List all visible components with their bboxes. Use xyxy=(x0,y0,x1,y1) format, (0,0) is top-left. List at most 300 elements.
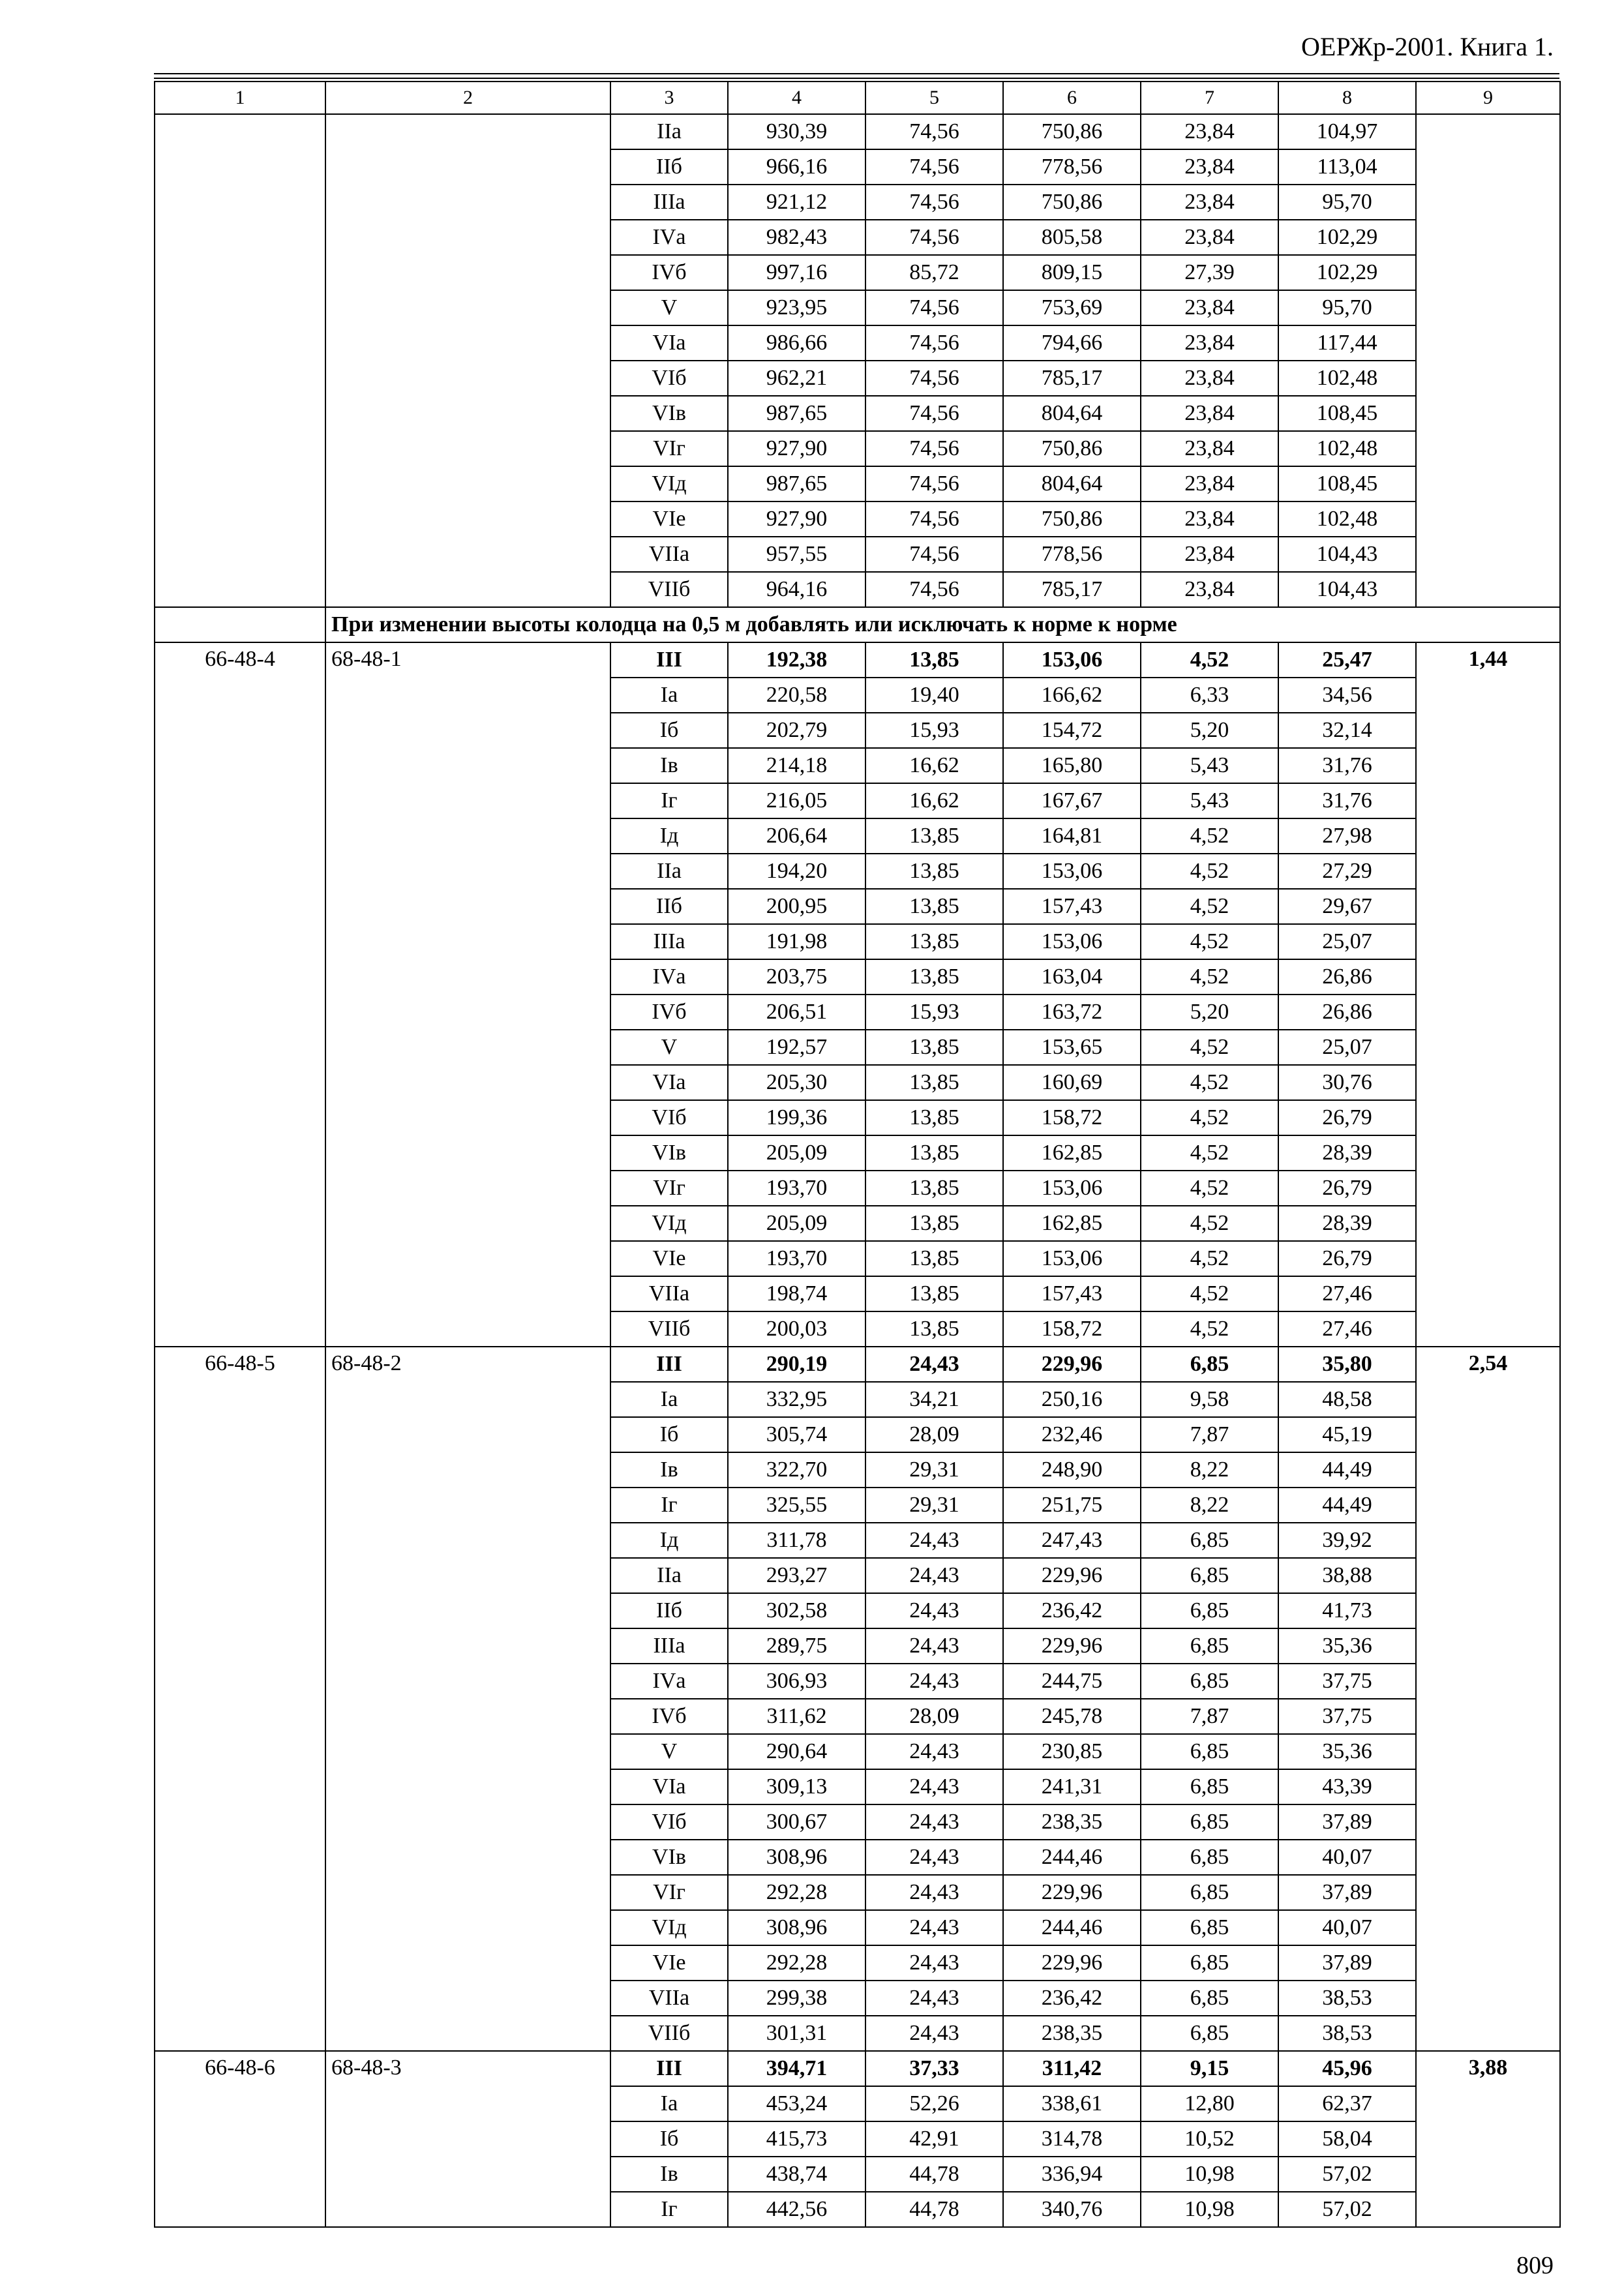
table-row xyxy=(155,1347,1560,1382)
value-cell: 166,62 xyxy=(1003,678,1141,713)
value-cell: 26,79 xyxy=(1278,1241,1416,1276)
category-cell: IIIа xyxy=(610,1628,728,1664)
category-cell: IVа xyxy=(610,959,728,995)
value-cell: 57,02 xyxy=(1278,2157,1416,2192)
norm-code-cell: 66-48-5 xyxy=(155,1347,325,2051)
value-cell: 229,96 xyxy=(1003,1875,1141,1910)
value-cell: 29,31 xyxy=(865,1488,1003,1523)
value-cell: 26,79 xyxy=(1278,1100,1416,1135)
category-cell: IIIа xyxy=(610,924,728,959)
value-cell: 24,43 xyxy=(865,1875,1003,1910)
value-cell: 4,52 xyxy=(1141,1100,1278,1135)
value-cell: 6,85 xyxy=(1141,1347,1278,1382)
value-cell: 25,47 xyxy=(1278,642,1416,678)
column-number-cell: 6 xyxy=(1003,82,1141,114)
document-title: ОЕРЖр-2001. Книга 1. xyxy=(1301,32,1554,61)
page-number: 809 xyxy=(1516,2252,1554,2279)
value-cell: 26,86 xyxy=(1278,995,1416,1030)
category-cell: VIа xyxy=(610,1065,728,1100)
category-cell: VIб xyxy=(610,361,728,396)
value-cell: 6,85 xyxy=(1141,1910,1278,1945)
value-cell: 23,84 xyxy=(1141,396,1278,431)
value-cell: 24,43 xyxy=(865,1945,1003,1981)
value-cell: 38,53 xyxy=(1278,2016,1416,2051)
value-cell: 95,70 xyxy=(1278,290,1416,325)
value-cell: 966,16 xyxy=(728,149,865,185)
value-cell: 248,90 xyxy=(1003,1452,1141,1488)
value-cell: 5,43 xyxy=(1141,748,1278,783)
value-cell: 153,06 xyxy=(1003,1171,1141,1206)
value-cell: 4,52 xyxy=(1141,959,1278,995)
value-cell: 31,76 xyxy=(1278,783,1416,818)
category-cell: V xyxy=(610,290,728,325)
value-cell: 31,76 xyxy=(1278,748,1416,783)
column-number-cell: 2 xyxy=(325,82,610,114)
value-cell: 927,90 xyxy=(728,431,865,466)
value-cell: 785,17 xyxy=(1003,361,1141,396)
value-cell: 4,52 xyxy=(1141,1311,1278,1347)
value-cell: 193,70 xyxy=(728,1171,865,1206)
value-cell: 202,79 xyxy=(728,713,865,748)
value-cell: 153,65 xyxy=(1003,1030,1141,1065)
category-cell: VIв xyxy=(610,1135,728,1171)
value-cell: 300,67 xyxy=(728,1804,865,1840)
table-row xyxy=(155,2051,1560,2086)
value-cell: 113,04 xyxy=(1278,149,1416,185)
value-cell: 102,29 xyxy=(1278,220,1416,255)
value-cell: 336,94 xyxy=(1003,2157,1141,2192)
value-cell: 13,85 xyxy=(865,818,1003,854)
code-cell xyxy=(155,114,325,607)
value-cell: 750,86 xyxy=(1003,431,1141,466)
value-cell: 322,70 xyxy=(728,1452,865,1488)
category-cell: VIд xyxy=(610,1206,728,1241)
column-number-cell: 3 xyxy=(610,82,728,114)
value-cell: 23,84 xyxy=(1141,325,1278,361)
norm-ref-cell: 68-48-1 xyxy=(325,642,610,1347)
value-cell: 453,24 xyxy=(728,2086,865,2121)
value-cell: 74,56 xyxy=(865,396,1003,431)
value-cell: 305,74 xyxy=(728,1417,865,1452)
value-cell: 340,76 xyxy=(1003,2192,1141,2227)
value-cell: 192,57 xyxy=(728,1030,865,1065)
norm-ref-cell: 68-48-3 xyxy=(325,2051,610,2227)
value-cell: 102,48 xyxy=(1278,501,1416,537)
category-cell: VIе xyxy=(610,501,728,537)
value-cell: 24,43 xyxy=(865,2016,1003,2051)
value-cell: 4,52 xyxy=(1141,642,1278,678)
value-cell: 74,56 xyxy=(865,537,1003,572)
category-cell: Iб xyxy=(610,2121,728,2157)
value-cell: 24,43 xyxy=(865,1804,1003,1840)
category-cell: IIа xyxy=(610,1558,728,1593)
value-cell: 85,72 xyxy=(865,255,1003,290)
value-cell: 6,85 xyxy=(1141,1875,1278,1910)
value-cell: 6,85 xyxy=(1141,2016,1278,2051)
value-cell: 292,28 xyxy=(728,1875,865,1910)
value-cell: 4,52 xyxy=(1141,1030,1278,1065)
value-cell: 442,56 xyxy=(728,2192,865,2227)
value-cell: 236,42 xyxy=(1003,1593,1141,1628)
value-cell: 25,07 xyxy=(1278,1030,1416,1065)
value-cell: 4,52 xyxy=(1141,854,1278,889)
value-cell: 23,84 xyxy=(1141,149,1278,185)
add-value-cell: 3,88 xyxy=(1416,2051,1560,2227)
category-cell: Iг xyxy=(610,1488,728,1523)
value-cell: 102,48 xyxy=(1278,361,1416,396)
value-cell: 438,74 xyxy=(728,2157,865,2192)
value-cell: 10,98 xyxy=(1141,2192,1278,2227)
value-cell: 45,96 xyxy=(1278,2051,1416,2086)
value-cell: 37,89 xyxy=(1278,1945,1416,1981)
value-cell: 199,36 xyxy=(728,1100,865,1135)
value-cell: 5,20 xyxy=(1141,713,1278,748)
value-cell: 13,85 xyxy=(865,924,1003,959)
value-cell: 153,06 xyxy=(1003,1241,1141,1276)
value-cell: 5,43 xyxy=(1141,783,1278,818)
value-cell: 37,89 xyxy=(1278,1804,1416,1840)
value-cell: 6,85 xyxy=(1141,1945,1278,1981)
category-cell: Iб xyxy=(610,1417,728,1452)
value-cell: 74,56 xyxy=(865,149,1003,185)
value-cell: 158,72 xyxy=(1003,1100,1141,1135)
value-cell: 13,85 xyxy=(865,1100,1003,1135)
value-cell: 27,98 xyxy=(1278,818,1416,854)
category-cell: Iг xyxy=(610,2192,728,2227)
category-cell: VIе xyxy=(610,1945,728,1981)
value-cell: 44,49 xyxy=(1278,1488,1416,1523)
value-cell: 74,56 xyxy=(865,431,1003,466)
value-cell: 74,56 xyxy=(865,361,1003,396)
value-cell: 206,64 xyxy=(728,818,865,854)
table-row xyxy=(155,642,1560,678)
value-cell: 205,09 xyxy=(728,1206,865,1241)
value-cell: 200,03 xyxy=(728,1311,865,1347)
value-cell: 229,96 xyxy=(1003,1628,1141,1664)
value-cell: 6,85 xyxy=(1141,1628,1278,1664)
value-cell: 13,85 xyxy=(865,1241,1003,1276)
norm-ref-cell: 68-48-2 xyxy=(325,1347,610,2051)
norm-code-cell: 66-48-4 xyxy=(155,642,325,1347)
value-cell: 293,27 xyxy=(728,1558,865,1593)
value-cell: 338,61 xyxy=(1003,2086,1141,2121)
category-cell: V xyxy=(610,1030,728,1065)
value-cell: 37,89 xyxy=(1278,1875,1416,1910)
value-cell: 74,56 xyxy=(865,572,1003,607)
header-rule xyxy=(154,78,1559,79)
value-cell: 44,78 xyxy=(865,2157,1003,2192)
value-cell: 27,46 xyxy=(1278,1311,1416,1347)
value-cell: 6,85 xyxy=(1141,1664,1278,1699)
value-cell: 804,64 xyxy=(1003,396,1141,431)
add-value-cell: 2,54 xyxy=(1416,1347,1560,2051)
value-cell: 987,65 xyxy=(728,396,865,431)
value-cell: 35,80 xyxy=(1278,1347,1416,1382)
value-cell: 24,43 xyxy=(865,1347,1003,1382)
value-cell: 244,75 xyxy=(1003,1664,1141,1699)
category-cell: IIа xyxy=(610,114,728,149)
category-cell: VIIб xyxy=(610,572,728,607)
category-cell: Iд xyxy=(610,818,728,854)
value-cell: 102,29 xyxy=(1278,255,1416,290)
category-cell: VIIб xyxy=(610,2016,728,2051)
value-cell: 250,16 xyxy=(1003,1382,1141,1417)
value-cell: 26,79 xyxy=(1278,1171,1416,1206)
value-cell: 4,52 xyxy=(1141,924,1278,959)
value-cell: 29,67 xyxy=(1278,889,1416,924)
value-cell: 164,81 xyxy=(1003,818,1141,854)
value-cell: 314,78 xyxy=(1003,2121,1141,2157)
value-cell: 44,78 xyxy=(865,2192,1003,2227)
value-cell: 16,62 xyxy=(865,783,1003,818)
value-cell: 301,31 xyxy=(728,2016,865,2051)
value-cell: 247,43 xyxy=(1003,1523,1141,1558)
value-cell: 167,67 xyxy=(1003,783,1141,818)
value-cell: 241,31 xyxy=(1003,1769,1141,1804)
value-cell: 104,43 xyxy=(1278,537,1416,572)
value-cell: 325,55 xyxy=(728,1488,865,1523)
value-cell: 13,85 xyxy=(865,889,1003,924)
value-cell: 4,52 xyxy=(1141,1171,1278,1206)
value-cell: 23,84 xyxy=(1141,185,1278,220)
value-cell: 205,09 xyxy=(728,1135,865,1171)
value-cell: 805,58 xyxy=(1003,220,1141,255)
value-cell: 13,85 xyxy=(865,1030,1003,1065)
value-cell: 23,84 xyxy=(1141,466,1278,501)
category-cell: Iг xyxy=(610,783,728,818)
column-number-row xyxy=(155,82,1560,114)
value-cell: 28,39 xyxy=(1278,1206,1416,1241)
value-cell: 23,84 xyxy=(1141,361,1278,396)
value-cell: 24,43 xyxy=(865,1734,1003,1769)
value-cell: 194,20 xyxy=(728,854,865,889)
value-cell: 987,65 xyxy=(728,466,865,501)
value-cell: 74,56 xyxy=(865,501,1003,537)
note-spacer xyxy=(155,607,325,642)
value-cell: 206,51 xyxy=(728,995,865,1030)
value-cell: 311,42 xyxy=(1003,2051,1141,2086)
value-cell: 308,96 xyxy=(728,1840,865,1875)
value-cell: 162,85 xyxy=(1003,1135,1141,1171)
value-cell: 232,46 xyxy=(1003,1417,1141,1452)
category-cell: IIIа xyxy=(610,185,728,220)
value-cell: 37,75 xyxy=(1278,1664,1416,1699)
value-cell: 238,35 xyxy=(1003,1804,1141,1840)
value-cell: 230,85 xyxy=(1003,1734,1141,1769)
value-cell: 24,43 xyxy=(865,1769,1003,1804)
add-value-cell: 1,44 xyxy=(1416,642,1560,1347)
value-cell: 28,09 xyxy=(865,1417,1003,1452)
value-cell: 23,84 xyxy=(1141,114,1278,149)
value-cell: 34,56 xyxy=(1278,678,1416,713)
value-cell: 102,48 xyxy=(1278,431,1416,466)
category-cell: VIг xyxy=(610,1875,728,1910)
value-cell: 34,21 xyxy=(865,1382,1003,1417)
value-cell: 245,78 xyxy=(1003,1699,1141,1734)
value-cell: 229,96 xyxy=(1003,1945,1141,1981)
category-cell: III xyxy=(610,1347,728,1382)
value-cell: 4,52 xyxy=(1141,1135,1278,1171)
value-cell: 997,16 xyxy=(728,255,865,290)
value-cell: 13,85 xyxy=(865,1135,1003,1171)
value-cell: 108,45 xyxy=(1278,466,1416,501)
category-cell: VIг xyxy=(610,1171,728,1206)
value-cell: 40,07 xyxy=(1278,1840,1416,1875)
value-cell: 25,07 xyxy=(1278,924,1416,959)
value-cell: 44,49 xyxy=(1278,1452,1416,1488)
value-cell: 45,19 xyxy=(1278,1417,1416,1452)
value-cell: 13,85 xyxy=(865,1065,1003,1100)
value-cell: 238,35 xyxy=(1003,2016,1141,2051)
value-cell: 8,22 xyxy=(1141,1452,1278,1488)
value-cell: 290,19 xyxy=(728,1347,865,1382)
value-cell: 244,46 xyxy=(1003,1840,1141,1875)
value-cell: 74,56 xyxy=(865,325,1003,361)
value-cell: 244,46 xyxy=(1003,1910,1141,1945)
category-cell: Iд xyxy=(610,1523,728,1558)
value-cell: 6,85 xyxy=(1141,1981,1278,2016)
value-cell: 9,58 xyxy=(1141,1382,1278,1417)
category-cell: IIб xyxy=(610,1593,728,1628)
value-cell: 29,31 xyxy=(865,1452,1003,1488)
value-cell: 13,85 xyxy=(865,1171,1003,1206)
value-cell: 13,85 xyxy=(865,1276,1003,1311)
value-cell: 30,76 xyxy=(1278,1065,1416,1100)
value-cell: 74,56 xyxy=(865,114,1003,149)
header-rule xyxy=(154,73,1559,74)
value-cell: 6,85 xyxy=(1141,1558,1278,1593)
value-cell: 753,69 xyxy=(1003,290,1141,325)
value-cell: 308,96 xyxy=(728,1910,865,1945)
value-cell: 35,36 xyxy=(1278,1734,1416,1769)
value-cell: 930,39 xyxy=(728,114,865,149)
value-cell: 38,53 xyxy=(1278,1981,1416,2016)
value-cell: 74,56 xyxy=(865,185,1003,220)
value-cell: 158,72 xyxy=(1003,1311,1141,1347)
note-cell: При изменении высоты колодца на 0,5 м добавлять или исключать к норме к норме xyxy=(325,607,1560,642)
value-cell: 750,86 xyxy=(1003,501,1141,537)
column-number-cell: 8 xyxy=(1278,82,1416,114)
value-cell: 6,85 xyxy=(1141,1734,1278,1769)
value-cell: 778,56 xyxy=(1003,537,1141,572)
value-cell: 750,86 xyxy=(1003,114,1141,149)
value-cell: 12,80 xyxy=(1141,2086,1278,2121)
value-cell: 289,75 xyxy=(728,1628,865,1664)
value-cell: 58,04 xyxy=(1278,2121,1416,2157)
value-cell: 311,62 xyxy=(728,1699,865,1734)
value-cell: 921,12 xyxy=(728,185,865,220)
value-cell: 37,75 xyxy=(1278,1699,1416,1734)
value-cell: 162,85 xyxy=(1003,1206,1141,1241)
category-cell: Iв xyxy=(610,748,728,783)
value-cell: 13,85 xyxy=(865,854,1003,889)
value-cell: 24,43 xyxy=(865,1840,1003,1875)
category-cell: IVб xyxy=(610,255,728,290)
add-cell xyxy=(1416,114,1560,607)
value-cell: 415,73 xyxy=(728,2121,865,2157)
value-cell: 4,52 xyxy=(1141,1065,1278,1100)
category-cell: IIб xyxy=(610,149,728,185)
value-cell: 37,33 xyxy=(865,2051,1003,2086)
value-cell: 23,84 xyxy=(1141,537,1278,572)
column-number-cell: 9 xyxy=(1416,82,1560,114)
category-cell: Iб xyxy=(610,713,728,748)
value-cell: 6,33 xyxy=(1141,678,1278,713)
value-cell: 794,66 xyxy=(1003,325,1141,361)
value-cell: 193,70 xyxy=(728,1241,865,1276)
value-cell: 290,64 xyxy=(728,1734,865,1769)
value-cell: 229,96 xyxy=(1003,1347,1141,1382)
value-cell: 4,52 xyxy=(1141,889,1278,924)
value-cell: 39,92 xyxy=(1278,1523,1416,1558)
value-cell: 24,43 xyxy=(865,1523,1003,1558)
value-cell: 104,97 xyxy=(1278,114,1416,149)
value-cell: 299,38 xyxy=(728,1981,865,2016)
value-cell: 6,85 xyxy=(1141,1593,1278,1628)
category-cell: Iа xyxy=(610,1382,728,1417)
norms-table xyxy=(154,81,1561,2228)
value-cell: 23,84 xyxy=(1141,431,1278,466)
column-number-cell: 7 xyxy=(1141,82,1278,114)
value-cell: 220,58 xyxy=(728,678,865,713)
category-cell: V xyxy=(610,1734,728,1769)
category-cell: Iа xyxy=(610,678,728,713)
value-cell: 229,96 xyxy=(1003,1558,1141,1593)
value-cell: 23,84 xyxy=(1141,501,1278,537)
category-cell: VIIа xyxy=(610,1981,728,2016)
column-number-cell: 5 xyxy=(865,82,1003,114)
value-cell: 778,56 xyxy=(1003,149,1141,185)
category-cell: Iа xyxy=(610,2086,728,2121)
value-cell: 157,43 xyxy=(1003,1276,1141,1311)
value-cell: 104,43 xyxy=(1278,572,1416,607)
value-cell: 13,85 xyxy=(865,642,1003,678)
category-cell: IVа xyxy=(610,1664,728,1699)
category-cell: Iв xyxy=(610,1452,728,1488)
value-cell: 23,84 xyxy=(1141,572,1278,607)
value-cell: 203,75 xyxy=(728,959,865,995)
category-cell: III xyxy=(610,2051,728,2086)
value-cell: 40,07 xyxy=(1278,1910,1416,1945)
value-cell: 964,16 xyxy=(728,572,865,607)
value-cell: 15,93 xyxy=(865,995,1003,1030)
category-cell: VIв xyxy=(610,1840,728,1875)
value-cell: 74,56 xyxy=(865,290,1003,325)
value-cell: 24,43 xyxy=(865,1593,1003,1628)
value-cell: 27,39 xyxy=(1141,255,1278,290)
value-cell: 24,43 xyxy=(865,1558,1003,1593)
value-cell: 4,52 xyxy=(1141,1206,1278,1241)
value-cell: 42,91 xyxy=(865,2121,1003,2157)
value-cell: 154,72 xyxy=(1003,713,1141,748)
value-cell: 200,95 xyxy=(728,889,865,924)
column-number-cell: 4 xyxy=(728,82,865,114)
value-cell: 10,52 xyxy=(1141,2121,1278,2157)
value-cell: 13,85 xyxy=(865,1206,1003,1241)
category-cell: IVб xyxy=(610,1699,728,1734)
value-cell: 24,43 xyxy=(865,1628,1003,1664)
value-cell: 4,52 xyxy=(1141,818,1278,854)
value-cell: 214,18 xyxy=(728,748,865,783)
value-cell: 13,85 xyxy=(865,959,1003,995)
value-cell: 23,84 xyxy=(1141,220,1278,255)
value-cell: 309,13 xyxy=(728,1769,865,1804)
value-cell: 15,93 xyxy=(865,713,1003,748)
value-cell: 7,87 xyxy=(1141,1417,1278,1452)
category-cell: VIд xyxy=(610,1910,728,1945)
category-cell: VIд xyxy=(610,466,728,501)
category-cell: VIа xyxy=(610,1769,728,1804)
